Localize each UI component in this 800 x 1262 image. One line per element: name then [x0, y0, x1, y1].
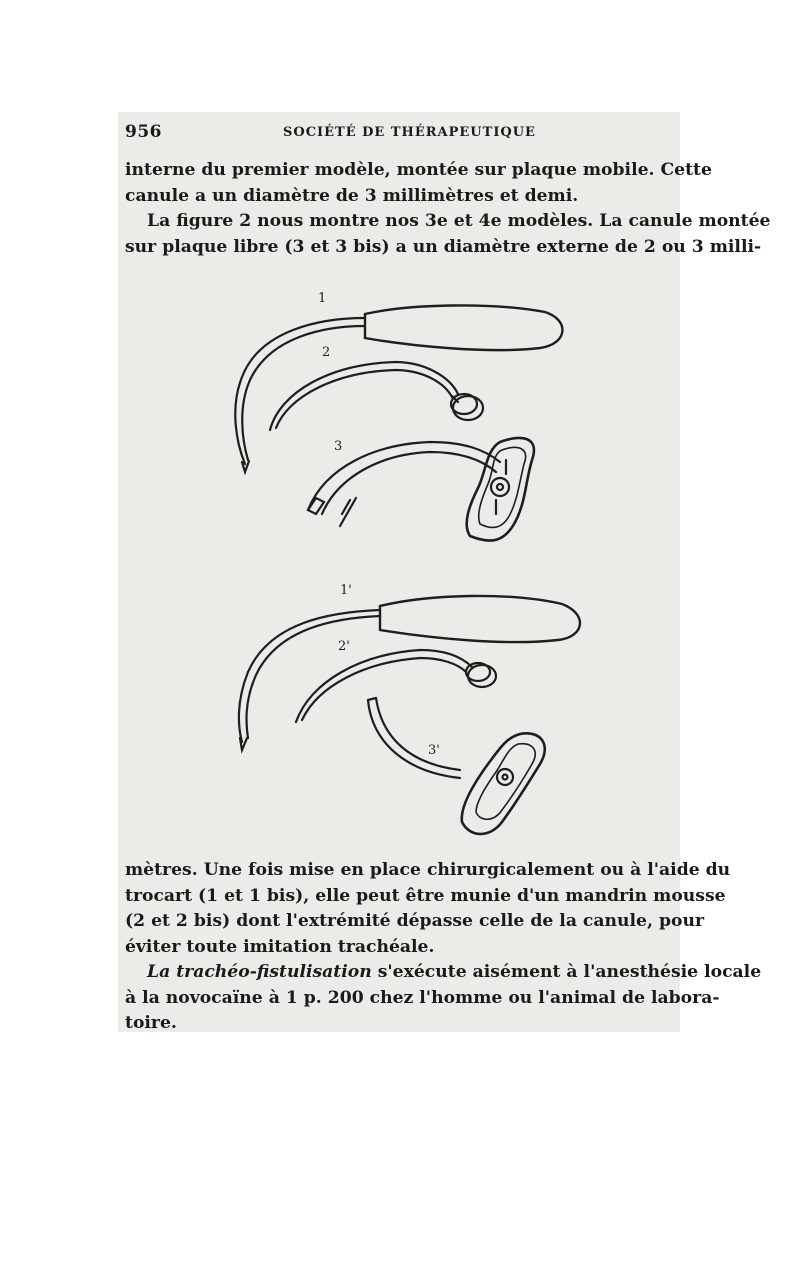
text-line [125, 960, 762, 986]
figure-label-3-prime: 3' [428, 743, 440, 758]
text-line: interne du premier modèle, montée sur plaque mobile. Cette [125, 160, 712, 180]
text-run: s'exécute aisément à l'anesthésie locale [371, 962, 762, 982]
trocar-1-prime-drawing [239, 596, 580, 750]
text-line: toire. [125, 1013, 177, 1033]
text-line: mètres. Une fois mise en place chirurgicalement ou à l'aide du [125, 860, 731, 880]
text-line: trocart (1 et 1 bis), elle peut être munie d'un mandrin mousse [125, 885, 726, 906]
mandrin-2-prime-drawing [296, 650, 496, 722]
text-line: à la novocaïne à 1 p. 200 chez l'homme ou l'animal de labora- [125, 987, 720, 1008]
top-paragraph [125, 158, 771, 260]
page-header [125, 122, 675, 144]
mandrin-2-drawing [270, 362, 483, 430]
text-line: La figure 2 nous montre nos 3e et 4e modèles. La canule montée [147, 211, 771, 231]
emphasized-term: La trachéo-fistulisation [147, 962, 372, 982]
figure-label-3: 3 [334, 439, 343, 454]
running-title: SOCIÉTÉ DE THÉRAPEUTIQUE [283, 125, 536, 140]
canule-3-prime-drawing [368, 698, 545, 834]
figure-label-1-prime: 1' [340, 583, 352, 598]
text-line: sur plaque libre (3 et 3 bis) a un diamètre externe de 2 ou 3 milli- [125, 236, 762, 257]
text-line: canule a un diamètre de 3 millimètres et demi. [125, 185, 579, 206]
text-line: éviter toute imitation trachéale. [125, 936, 435, 957]
text-line: (2 et 2 bis) dont l'extrémité dépasse celle de la canule, pour [125, 911, 704, 931]
figure-tracheostomy-instruments [200, 282, 600, 847]
figure-label-2: 2 [322, 345, 331, 360]
page-number: 956 [125, 122, 162, 142]
figure-label-1: 1 [318, 291, 327, 306]
bottom-paragraph [125, 858, 762, 1037]
figure-label-2-prime: 2' [338, 639, 350, 654]
